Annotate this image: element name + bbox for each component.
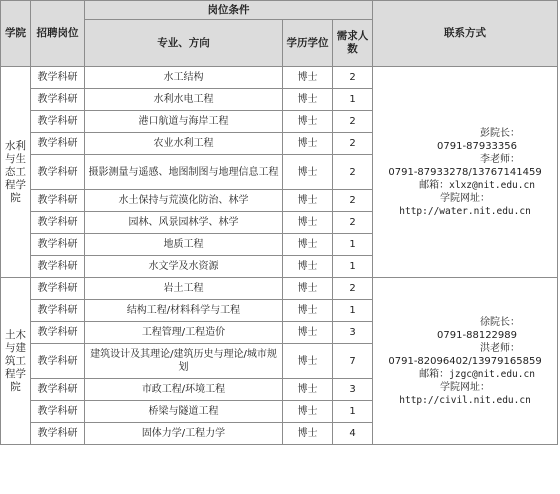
- dean-phone: 0791-87933356: [437, 140, 518, 152]
- major-cell: 园林、风景园林学、林学: [85, 212, 283, 234]
- header-major: 专业、方向: [85, 20, 283, 67]
- college-name: 土木与建筑工程学院: [1, 278, 31, 445]
- degree-cell: 博士: [283, 278, 333, 300]
- count-cell: 3: [333, 379, 373, 401]
- degree-cell: 博士: [283, 379, 333, 401]
- header-conditions: 岗位条件: [85, 1, 373, 20]
- site-label: 学院网址：: [440, 381, 491, 393]
- major-cell: 港口航道与海岸工程: [85, 111, 283, 133]
- position-cell: 教学科研: [31, 212, 85, 234]
- position-cell: 教学科研: [31, 300, 85, 322]
- position-cell: 教学科研: [31, 423, 85, 445]
- degree-cell: 博士: [283, 212, 333, 234]
- major-cell: 水土保持与荒漠化防治、林学: [85, 190, 283, 212]
- degree-cell: 博士: [283, 133, 333, 155]
- header-degree: 学历学位: [283, 20, 333, 67]
- contact-cell: [373, 67, 558, 278]
- major-cell: 岩土工程: [85, 278, 283, 300]
- table-body: [1, 67, 558, 445]
- count-cell: 2: [333, 67, 373, 89]
- table-row: [1, 67, 558, 89]
- header-contact: 联系方式: [373, 1, 558, 67]
- degree-cell: 博士: [283, 344, 333, 379]
- contact-cell: [373, 278, 558, 445]
- count-cell: 3: [333, 322, 373, 344]
- email-line: [375, 179, 555, 192]
- count-cell: 1: [333, 300, 373, 322]
- degree-cell: 博士: [283, 300, 333, 322]
- position-cell: 教学科研: [31, 133, 85, 155]
- degree-cell: 博士: [283, 256, 333, 278]
- email-label: 邮箱：: [419, 179, 450, 191]
- header-need: 需求人数: [333, 20, 373, 67]
- position-cell: 教学科研: [31, 256, 85, 278]
- count-cell: 2: [333, 212, 373, 234]
- count-cell: 2: [333, 133, 373, 155]
- college-name: 水利与生态工程学院: [1, 67, 31, 278]
- count-cell: 2: [333, 155, 373, 190]
- site-link[interactable]: http://civil.nit.edu.cn: [399, 394, 531, 406]
- major-cell: 地质工程: [85, 234, 283, 256]
- degree-cell: 博士: [283, 190, 333, 212]
- position-cell: 教学科研: [31, 67, 85, 89]
- count-cell: 2: [333, 111, 373, 133]
- major-cell: 建筑设计及其理论/建筑历史与理论/城市规划: [85, 344, 283, 379]
- header-college: 学院: [1, 1, 31, 67]
- degree-cell: 博士: [283, 155, 333, 190]
- count-cell: 2: [333, 278, 373, 300]
- degree-cell: 博士: [283, 234, 333, 256]
- table-header: [1, 1, 558, 67]
- count-cell: 2: [333, 190, 373, 212]
- site-link[interactable]: http://water.nit.edu.cn: [399, 205, 531, 217]
- email-line: [375, 368, 555, 381]
- count-cell: 7: [333, 344, 373, 379]
- count-cell: 1: [333, 401, 373, 423]
- teacher-phone: 0791-87933278/13767141459: [388, 166, 542, 178]
- site-line: [375, 381, 555, 407]
- position-cell: 教学科研: [31, 401, 85, 423]
- position-cell: 教学科研: [31, 89, 85, 111]
- major-cell: 固体力学/工程力学: [85, 423, 283, 445]
- teacher-label: 洪老师：: [480, 342, 521, 354]
- major-cell: 水文学及水资源: [85, 256, 283, 278]
- count-cell: 1: [333, 89, 373, 111]
- table-row: [1, 278, 558, 300]
- teacher-phone: 0791-82096402/13979165859: [388, 355, 542, 367]
- major-cell: 水利水电工程: [85, 89, 283, 111]
- site-label: 学院网址：: [440, 192, 491, 204]
- dean-label: 徐院长：: [480, 316, 521, 328]
- position-cell: 教学科研: [31, 278, 85, 300]
- major-cell: 农业水利工程: [85, 133, 283, 155]
- position-cell: 教学科研: [31, 379, 85, 401]
- teacher-label: 李老师：: [480, 153, 521, 165]
- count-cell: 1: [333, 234, 373, 256]
- degree-cell: 博士: [283, 322, 333, 344]
- position-cell: 教学科研: [31, 322, 85, 344]
- major-cell: 市政工程/环境工程: [85, 379, 283, 401]
- major-cell: 结构工程/材料科学与工程: [85, 300, 283, 322]
- position-cell: 教学科研: [31, 234, 85, 256]
- degree-cell: 博士: [283, 111, 333, 133]
- dean-phone: 0791-88122989: [437, 329, 518, 341]
- position-cell: 教学科研: [31, 155, 85, 190]
- position-cell: 教学科研: [31, 190, 85, 212]
- header-position: 招聘岗位: [31, 1, 85, 67]
- degree-cell: 博士: [283, 89, 333, 111]
- degree-cell: 博士: [283, 401, 333, 423]
- position-cell: 教学科研: [31, 344, 85, 379]
- major-cell: 摄影测量与遥感、地图制图与地理信息工程: [85, 155, 283, 190]
- degree-cell: 博士: [283, 67, 333, 89]
- count-cell: 4: [333, 423, 373, 445]
- email-label: 邮箱：: [419, 368, 450, 380]
- count-cell: 1: [333, 256, 373, 278]
- major-cell: 工程管理/工程造价: [85, 322, 283, 344]
- email-link[interactable]: xlxz@nit.edu.cn: [449, 179, 535, 191]
- site-line: [375, 192, 555, 218]
- position-cell: 教学科研: [31, 111, 85, 133]
- dean-label: 彭院长：: [480, 127, 521, 139]
- major-cell: 桥梁与隧道工程: [85, 401, 283, 423]
- degree-cell: 博士: [283, 423, 333, 445]
- email-link[interactable]: jzgc@nit.edu.cn: [449, 368, 535, 380]
- major-cell: 水工结构: [85, 67, 283, 89]
